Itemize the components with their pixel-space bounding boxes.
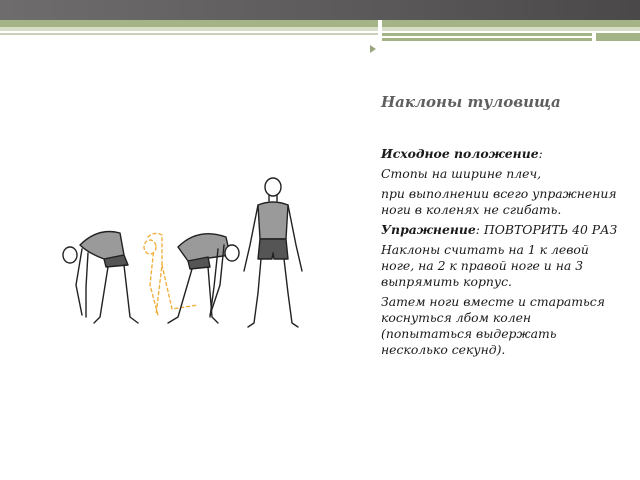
instruction-paragraph-2: Затем ноги вместе и стараться коснуться лбом колен (попытаться выдержать несколько секунд). (381, 294, 605, 357)
exercise-repeat-text: : ПОВТОРИТЬ 40 РАЗ (475, 222, 618, 237)
figure-standing (244, 178, 302, 327)
figure-bent-right (168, 234, 239, 323)
header-dark-bar (0, 0, 640, 20)
start-position-label: Исходное положение (381, 146, 539, 161)
header-light-stripe-left (0, 27, 378, 31)
header-light-stripe-right (382, 27, 640, 31)
exercise-illustration (58, 175, 333, 335)
start-position-line2: при выполнении всего упражнения ноги в коленях не сгибать. (381, 186, 617, 217)
header-divider (378, 20, 382, 43)
exercise-paragraph (381, 222, 621, 238)
exercise-label: Упражнение (381, 222, 476, 237)
slide-body (381, 146, 621, 362)
slide-title: Наклоны туловища (381, 93, 561, 111)
triangle-marker-icon (370, 45, 376, 53)
instruction-paragraph-1: Наклоны считать на 1 к левой ноге, на 2 к правой ноге и на 3 выпрямить корпус. (381, 242, 589, 289)
start-position-colon: : (538, 146, 543, 161)
header-thin-stripe-left (0, 33, 378, 35)
header-olive-stripe (0, 20, 640, 27)
header-stripe-right-b (382, 38, 592, 41)
start-position-line1: Стопы на ширине плеч, (381, 166, 542, 181)
start-position-paragraph (381, 146, 621, 162)
figure-bent-left (63, 232, 138, 324)
header-stripe-right-c (596, 33, 640, 41)
header-stripe-right-a (382, 33, 592, 36)
